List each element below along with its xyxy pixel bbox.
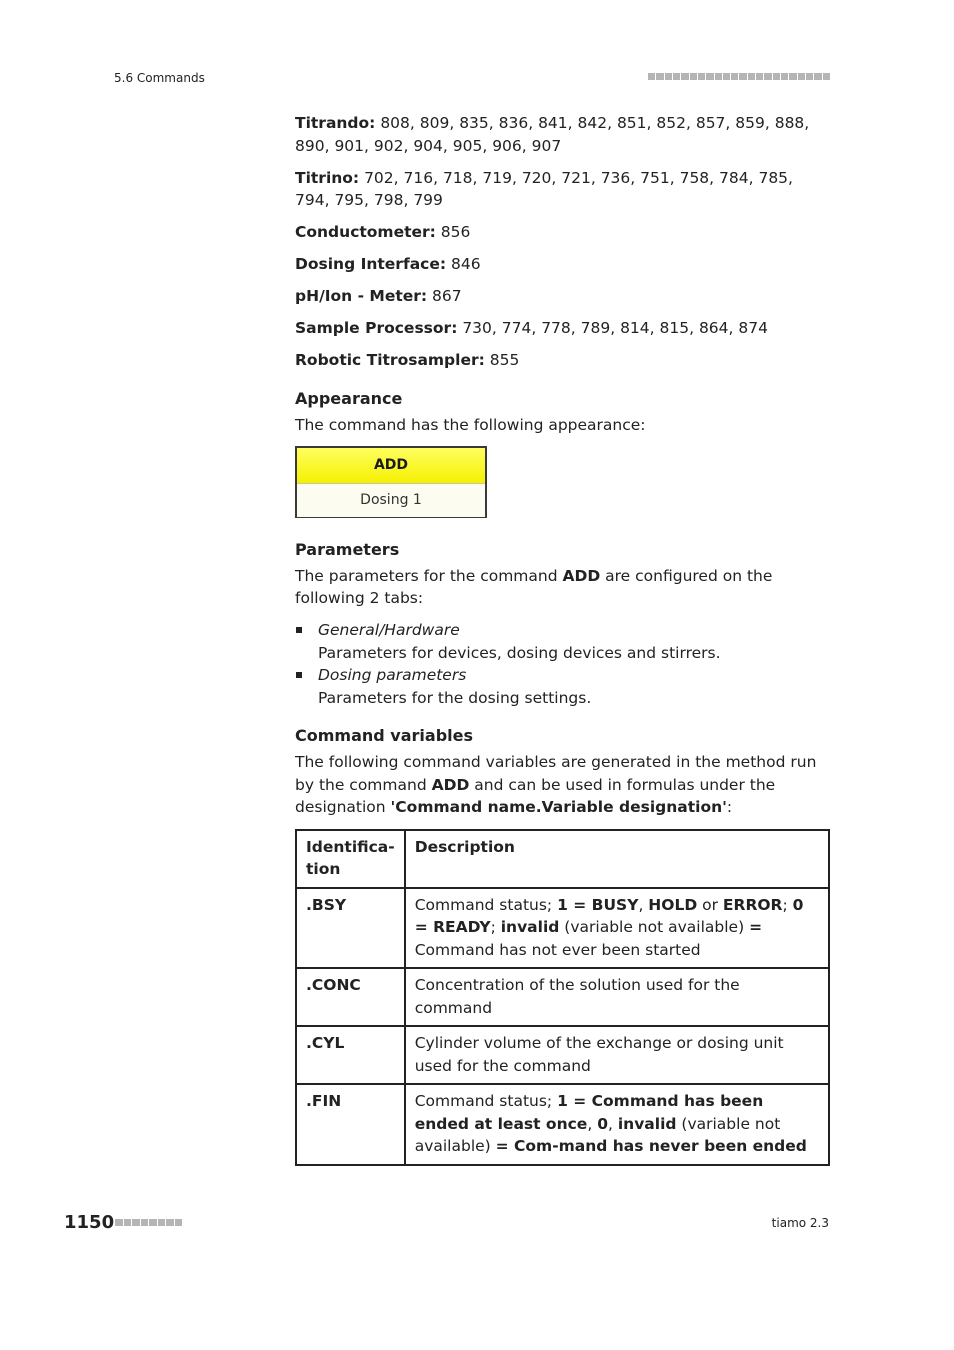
decor-square xyxy=(773,73,780,80)
device-models: 730, 774, 778, 789, 814, 815, 864, 874 xyxy=(457,319,768,337)
device-line xyxy=(295,221,830,244)
command-appearance-box xyxy=(295,446,487,518)
decor-square xyxy=(648,73,655,80)
variable-description xyxy=(405,1084,829,1165)
decor-square xyxy=(681,73,688,80)
decor-square xyxy=(141,1219,149,1226)
page-number: 1150 xyxy=(64,1212,115,1233)
variable-description xyxy=(405,968,829,1026)
description-fragment: Command has not ever been started xyxy=(414,940,701,959)
decor-square xyxy=(175,1219,183,1226)
decor-square xyxy=(814,73,821,80)
tab-description: Parameters for devices, dosing devices and stirrers. xyxy=(318,643,721,662)
device-line xyxy=(295,285,830,308)
decor-square xyxy=(756,73,763,80)
decor-square xyxy=(124,1219,132,1226)
tab-description: Parameters for the dosing settings. xyxy=(318,688,592,707)
variable-description xyxy=(405,1026,829,1084)
decor-square xyxy=(690,73,697,80)
device-models: 808, 809, 835, 836, 841, 842, 851, 852, 857, 859, 888, 890, 901, 902, 904, 905, 906, 907 xyxy=(295,114,810,155)
description-fragment: , xyxy=(607,1114,618,1133)
decor-square xyxy=(806,73,813,80)
description-fragment: HOLD xyxy=(648,895,698,914)
description-fragment: 1 = BUSY xyxy=(557,895,639,914)
decor-square xyxy=(781,73,788,80)
decor-square xyxy=(723,73,730,80)
description-fragment: invalid xyxy=(617,1114,677,1133)
table-row xyxy=(296,888,829,969)
description-fragment: 0 = READY xyxy=(414,895,804,936)
variable-id: .CONC xyxy=(296,968,405,1026)
description-fragment: 0 xyxy=(597,1114,608,1133)
table-row xyxy=(296,1026,829,1084)
device-line xyxy=(295,349,830,372)
parameter-tab-list xyxy=(295,619,830,709)
decor-square xyxy=(706,73,713,80)
description-fragment: 1 = Command has been ended at least once xyxy=(414,1092,764,1133)
description-fragment: ERROR xyxy=(722,895,783,914)
decor-square xyxy=(149,1219,157,1226)
decor-square xyxy=(715,73,722,80)
description-fragment: (variable not available) xyxy=(414,1114,781,1155)
decor-square xyxy=(656,73,663,80)
parameters-heading: Parameters xyxy=(295,539,400,559)
column-header-description: Description xyxy=(405,830,829,888)
decor-square xyxy=(673,73,680,80)
header-decoration xyxy=(648,73,830,82)
description-fragment: Concentration of the solution used for the command xyxy=(414,976,740,1017)
description-fragment: = xyxy=(749,918,763,936)
device-label: Titrando: xyxy=(295,114,376,132)
table-row xyxy=(296,968,829,1026)
decor-square xyxy=(698,73,705,80)
device-models: 855 xyxy=(484,351,520,369)
description-fragment: Command status; xyxy=(414,895,558,914)
decor-square xyxy=(823,73,830,80)
device-label: Sample Processor: xyxy=(295,319,458,337)
device-label: Robotic Titrosampler: xyxy=(295,351,485,369)
variables-heading: Command variables xyxy=(295,726,473,745)
appearance-heading: Appearance xyxy=(295,388,403,408)
decor-square xyxy=(798,73,805,80)
description-fragment: invalid xyxy=(500,918,560,936)
device-models: 867 xyxy=(427,287,462,305)
list-item xyxy=(295,664,830,709)
command-box-title: ADD xyxy=(297,448,485,484)
decor-square xyxy=(764,73,771,80)
decor-square xyxy=(665,73,672,80)
bullet-square-icon xyxy=(296,627,302,633)
description-fragment: , xyxy=(587,1114,598,1133)
command-box-subtitle: Dosing 1 xyxy=(297,484,485,517)
device-label: Conductometer: xyxy=(295,223,436,241)
description-fragment: Command status; xyxy=(414,1092,558,1110)
variable-id: .BSY xyxy=(296,888,405,969)
device-models: 856 xyxy=(435,223,471,241)
bullet-square-icon xyxy=(296,672,302,678)
variables-intro: The following command variables are generated in the method run by the command ADD and can be used in formulas under the designation 'Command name.Variable designation': xyxy=(295,753,817,816)
variable-id: .FIN xyxy=(296,1084,405,1165)
device-line xyxy=(295,112,830,157)
device-line xyxy=(295,167,830,212)
command-variables-table xyxy=(295,829,830,1166)
running-header-section: 5.6 Commands xyxy=(114,71,205,85)
page-content xyxy=(295,112,830,1166)
decor-square xyxy=(115,1219,123,1226)
description-fragment: Cylinder volume of the exchange or dosing unit used for the command xyxy=(414,1034,784,1075)
list-item xyxy=(295,619,830,664)
tab-name: Dosing parameters xyxy=(318,666,467,684)
device-label: Titrino: xyxy=(295,168,360,187)
device-models: 846 xyxy=(446,255,481,273)
decor-square xyxy=(132,1219,140,1226)
device-line xyxy=(295,317,830,340)
table-header-row xyxy=(296,830,829,888)
description-fragment: (variable not available) xyxy=(559,918,750,936)
decor-square xyxy=(789,73,796,80)
product-name: tiamo 2.3 xyxy=(771,1216,829,1230)
variable-id: .CYL xyxy=(296,1026,405,1084)
device-line xyxy=(295,253,830,276)
decor-square xyxy=(158,1219,166,1226)
tab-name: General/Hardware xyxy=(318,621,460,639)
device-label: pH/Ion - Meter: xyxy=(295,287,428,305)
device-list xyxy=(295,112,830,372)
decor-square xyxy=(166,1219,174,1226)
description-fragment: ; xyxy=(782,895,793,914)
table-row xyxy=(296,1084,829,1165)
decor-square xyxy=(731,73,738,80)
appearance-text: The command has the following appearance: xyxy=(295,415,646,434)
description-fragment: ; xyxy=(490,918,501,936)
description-fragment: , xyxy=(638,895,649,914)
parameters-intro: The parameters for the command ADD are configured on the following 2 tabs: xyxy=(295,566,773,607)
device-models: 702, 716, 718, 719, 720, 721, 736, 751, 758, 784, 785, 794, 795, 798, 799 xyxy=(295,168,793,209)
decor-square xyxy=(748,73,755,80)
footer-decoration xyxy=(115,1219,182,1228)
device-label: Dosing Interface: xyxy=(295,255,447,273)
decor-square xyxy=(739,73,746,80)
column-header-identification: Identifica-tion xyxy=(296,830,405,888)
variable-description xyxy=(405,888,829,969)
description-fragment: or xyxy=(697,895,723,914)
description-fragment: = Com-mand has never been ended xyxy=(495,1137,807,1155)
